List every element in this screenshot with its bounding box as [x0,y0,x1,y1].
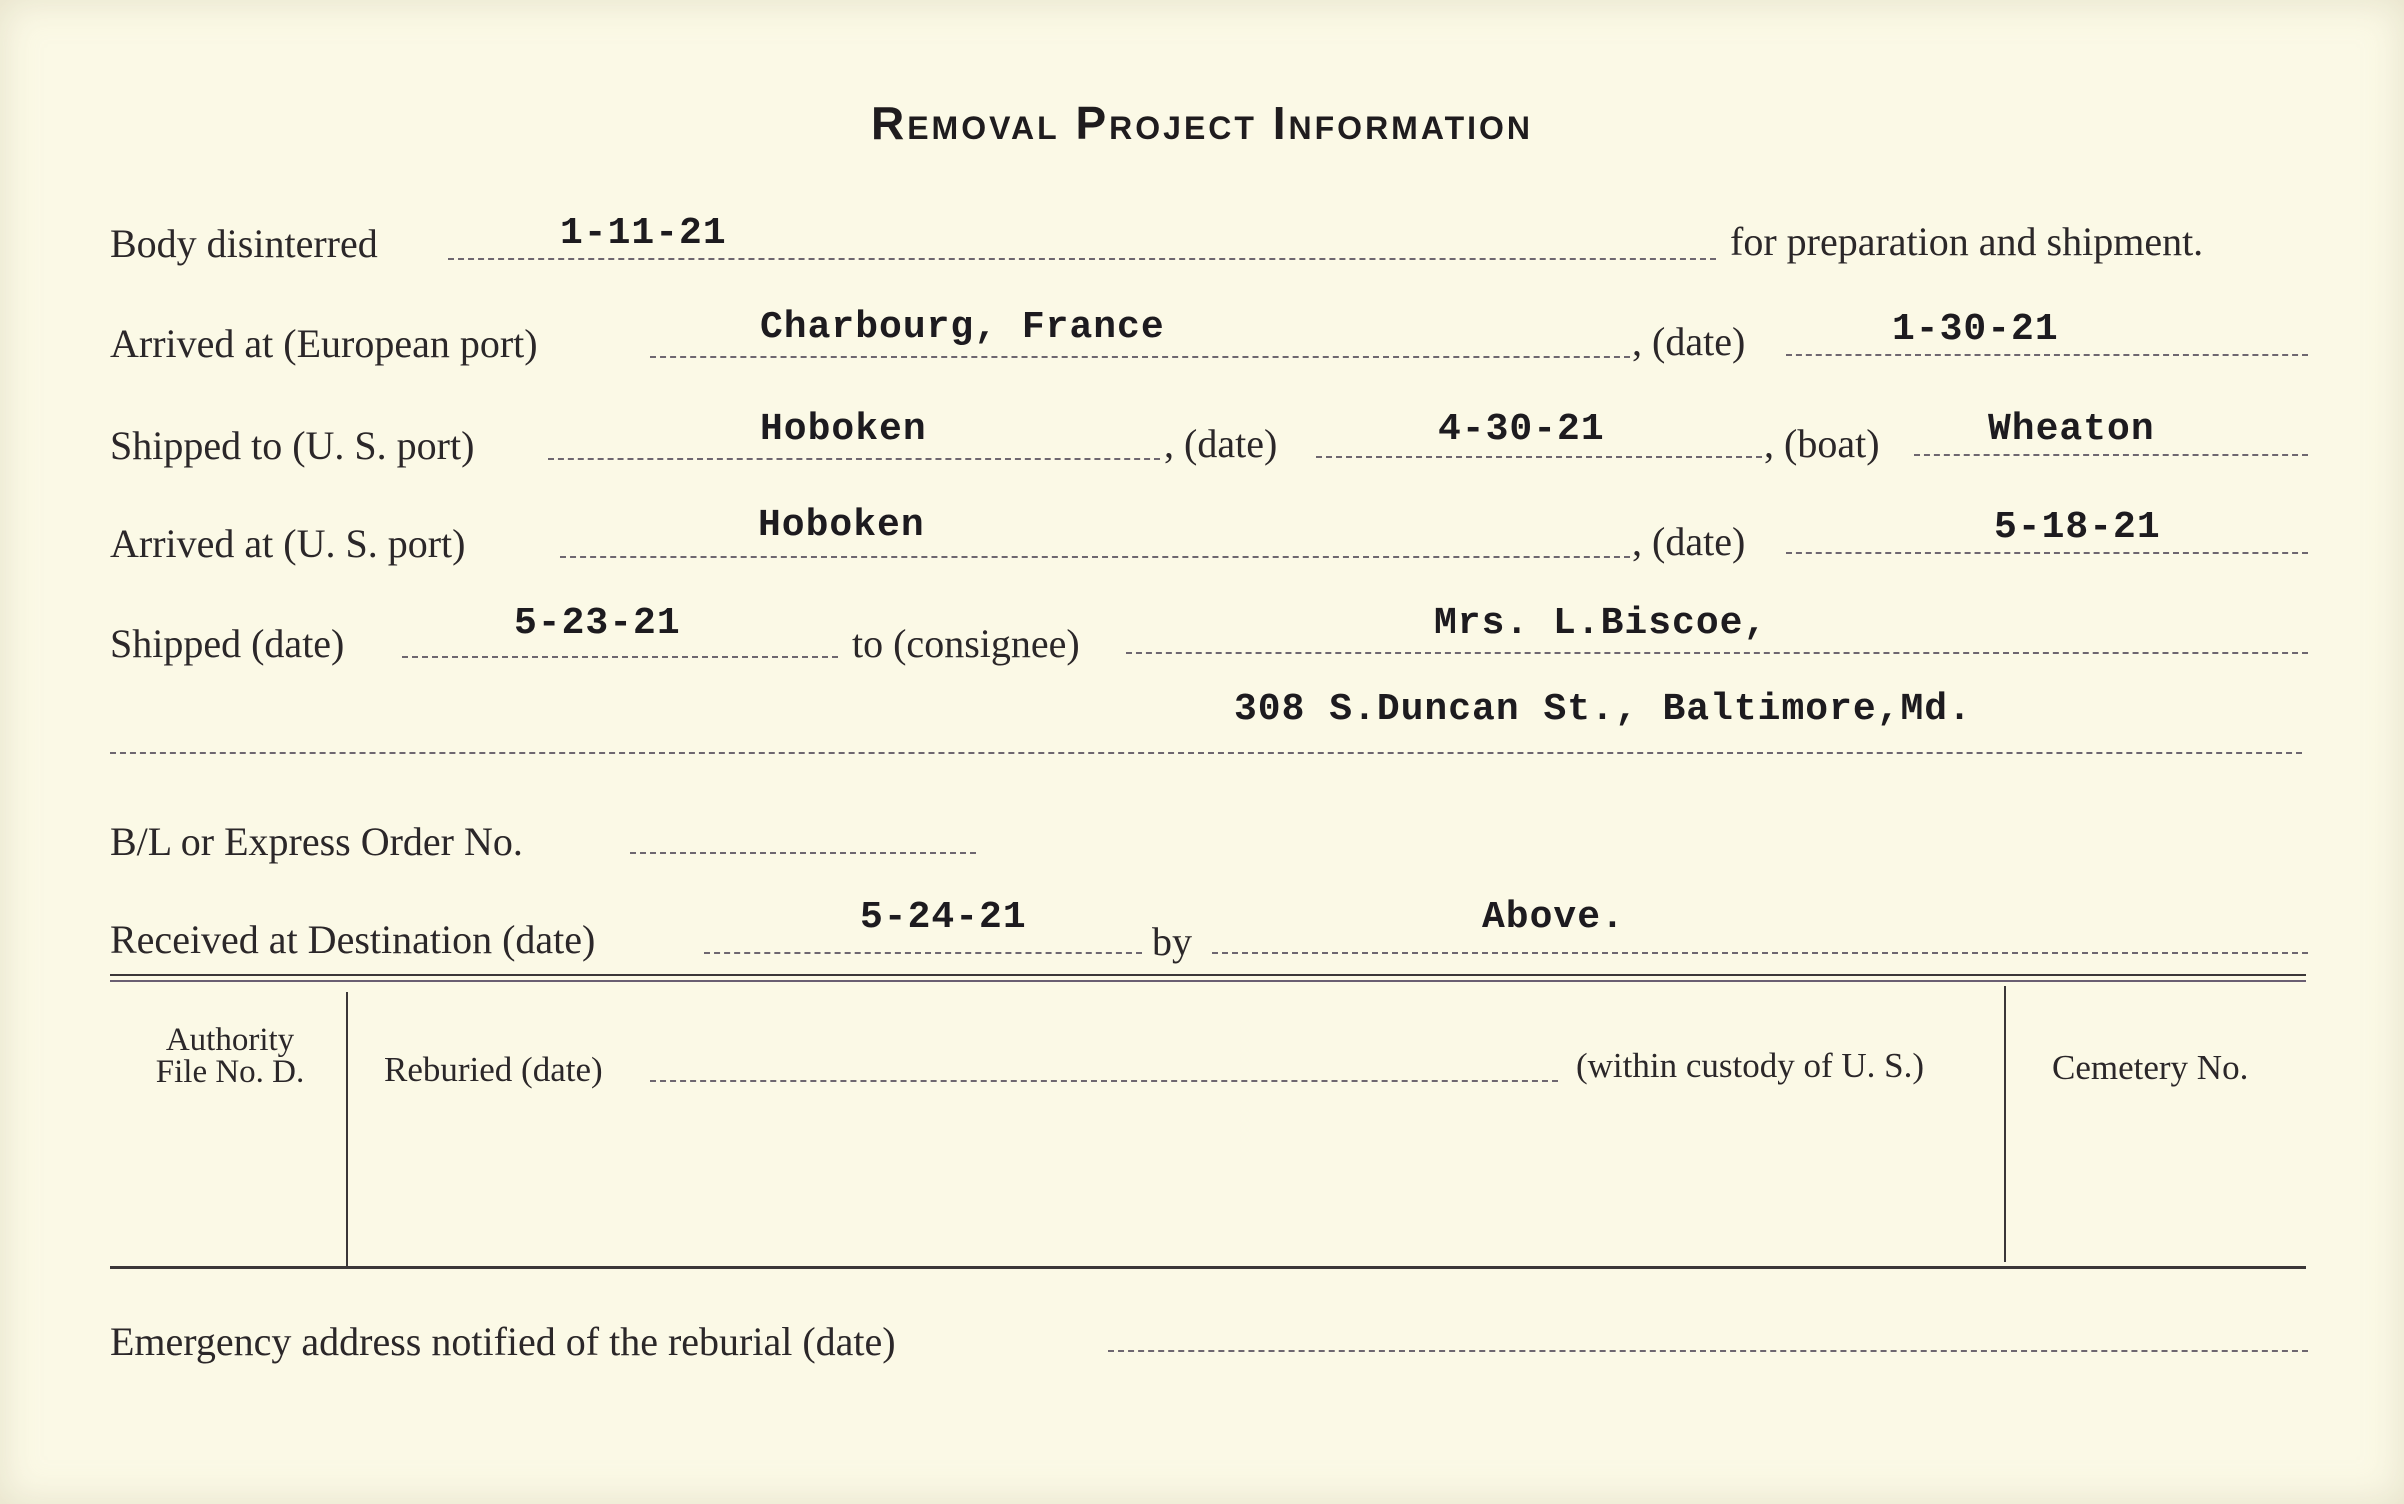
emergency-address-line [1108,1350,2308,1352]
shipped-us-port-line [548,458,1160,460]
emergency-address-label: Emergency address notified of the reburial (date) [110,1319,896,1364]
boat-value: Wheaton [1988,408,2155,451]
received-by-value: Above. [1482,896,1625,939]
european-date-value: 1-30-21 [1892,308,2059,351]
address-line [110,752,2302,754]
european-port-line [650,356,1630,358]
bl-express-order-label: B/L or Express Order No. [110,819,523,864]
body-disinterred-line [448,258,1716,260]
boat-label: , (boat) [1764,421,1880,466]
consignee-label: to (consignee) [852,621,1080,666]
shipped-us-port-value: Hoboken [760,408,927,451]
box-top-rule [110,974,2306,976]
european-port-value: Charbourg, France [760,306,1165,349]
card-title [0,96,2404,150]
authority-line1: Authority [165,1022,295,1058]
body-disinterred-label: Body disinterred [110,221,378,266]
shipped-us-port-label: Shipped to (U. S. port) [110,423,475,468]
preparation-shipment-label: for preparation and shipment. [1730,219,2204,264]
cemetery-no-label: Cemetery No. [2052,1048,2249,1087]
authority-line2: File No. D. [155,1054,305,1090]
arrived-us-date-label: , (date) [1632,519,1746,564]
arrived-us-date-line [1786,552,2308,554]
shipped-date-row-label: Shipped (date) [110,621,345,666]
received-destination-line [704,952,1142,954]
bl-express-order-line [630,852,976,854]
arrived-us-port-label: Arrived at (U. S. port) [110,521,466,566]
shipped-date-line [1316,456,1762,458]
received-by-label: by [1152,919,1192,964]
card-title-text: Removal Project Information [870,97,1534,149]
received-by-line [1212,952,2308,954]
consignee-line [1126,652,2308,654]
reburied-date-line [650,1080,1558,1082]
custody-label: (within custody of U. S.) [1576,1046,1925,1085]
european-date-line [1786,354,2308,356]
authority-file-label [120,1024,340,1088]
box-left-divider [346,992,348,1266]
shipped-date-value: 4-30-21 [1438,408,1605,451]
box-top-rule-double [110,980,2306,982]
arrived-us-date-value: 5-18-21 [1994,506,2161,549]
received-destination-date: 5-24-21 [860,896,1027,939]
arrived-us-port-line [560,556,1630,558]
box-right-divider [2004,986,2006,1262]
shipped-date-row-line [402,656,838,658]
consignee-address: 308 S.Duncan St., Baltimore,Md. [1234,688,1972,731]
consignee-name: Mrs. L.Biscoe, [1434,602,1768,645]
box-bottom-rule [110,1266,2306,1269]
received-destination-label: Received at Destination (date) [110,917,596,962]
boat-line [1914,454,2308,456]
arrived-us-port-value: Hoboken [758,504,925,547]
european-date-label: , (date) [1632,319,1746,364]
arrived-european-port-label: Arrived at (European port) [110,321,538,366]
shipped-date-label: , (date) [1164,421,1278,466]
body-disinterred-date: 1-11-21 [560,212,727,255]
shipped-date-row-value: 5-23-21 [514,602,681,645]
reburied-date-label: Reburied (date) [384,1050,603,1089]
